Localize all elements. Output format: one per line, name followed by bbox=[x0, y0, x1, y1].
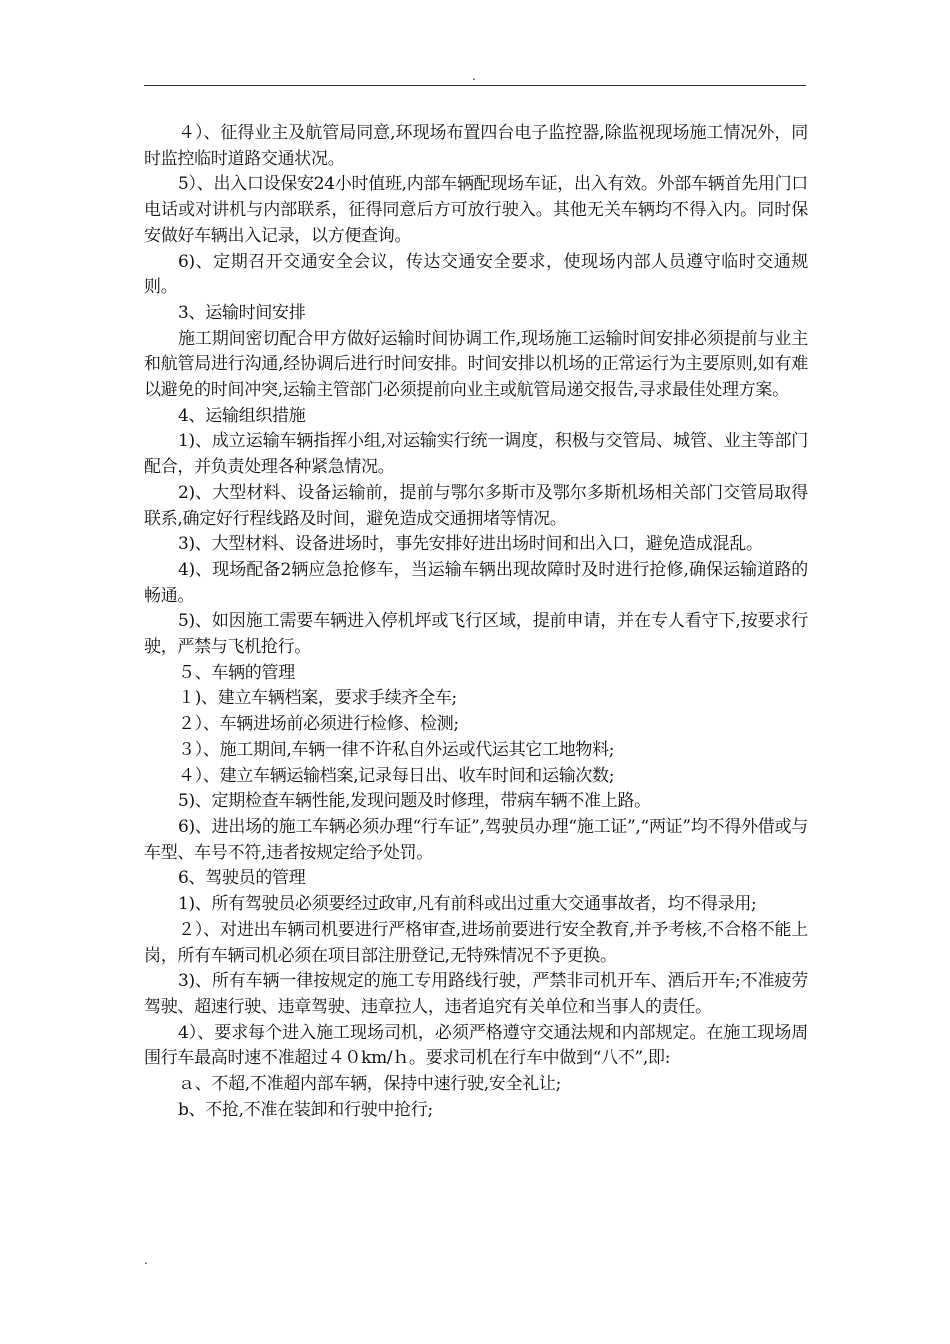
paragraph-driver-4: 4）、要求每个进入施工现场司机，必须严格遵守交通法规和内部规定。在施工现场周围行车最高时速不准超过４０km/ｈ。要求司机在行车中做到“八不”,即: bbox=[144, 1022, 808, 1069]
paragraph-org-2: 2)、大型材料、设备运输前，提前与鄂尔多斯市及鄂尔多斯机场相关部门交管局取得联系,确定好行程线路及时间，避免造成交通拥堵等情况。 bbox=[144, 482, 808, 529]
footer-mark: . bbox=[144, 1253, 148, 1267]
section-heading-transport-organization: 4、运输组织措施 bbox=[178, 405, 306, 426]
paragraph-rule-b: b、不抢,不准在装卸和行驶中抢行; bbox=[178, 1099, 433, 1120]
header-rule bbox=[144, 85, 806, 86]
section-heading-driver-management: 6、驾驶员的管理 bbox=[178, 868, 306, 889]
paragraph-vehicle-1: １)、建立车辆档案，要求手续齐全车; bbox=[178, 688, 457, 709]
paragraph-vehicle-2: ２）、车辆进场前必须进行检修、检测; bbox=[178, 714, 459, 735]
paragraph-org-4: 4)、现场配备2辆应急抢修车，当运输车辆出现故障时及时进行抢修,确保运输道路的畅通。 bbox=[144, 559, 808, 606]
header-mark: . bbox=[472, 69, 476, 83]
paragraph-rule-a: ａ、不超,不准超内部车辆，保持中速行驶,安全礼让; bbox=[178, 1074, 562, 1095]
paragraph-item-4-monitors: ４）、征得业主及航管局同意,环现场布置四台电子监控器,除监视现场施工情况外，同时监控临时道路交通状况。 bbox=[144, 123, 808, 169]
section-heading-transport-time: 3、运输时间安排 bbox=[178, 302, 306, 323]
paragraph-driver-3: 3)、所有车辆一律按规定的施工专用路线行驶，严禁非司机开车、酒后开车;不准疲劳驾驶、超速行驶、违章驾驶、违章拉人，违者追究有关单位和当事人的责任。 bbox=[144, 971, 808, 1017]
paragraph-org-3: 3)、大型材料、设备进场时，事先安排好进出场时间和出入口，避免造成混乱。 bbox=[178, 534, 763, 555]
paragraph-driver-2: ２）、对进出车辆司机要进行严格审查,进场前要进行安全教育,并予考核,不合格不能上岗，所有车辆司机必须在项目部注册登记,无特殊情况不予更换。 bbox=[144, 919, 808, 966]
paragraph-transport-time: 施工期间密切配合甲方做好运输时间协调工作,现场施工运输时间安排必须提前与业主和航管局进行沟通,经协调后进行时间安排。时间安排以机场的正常运行为主要原则,如有难以避免的时间冲突,运输主管部门必须提前向业主或航管局递交报告,寻求最佳处理方案。 bbox=[144, 328, 808, 401]
section-heading-vehicle-management: ５、车辆的管理 bbox=[178, 662, 295, 683]
paragraph-vehicle-4: ４）、建立车辆运输档案,记录每日出、收车时间和运输次数; bbox=[178, 765, 615, 786]
paragraph-org-1: 1)、成立运输车辆指挥小组,对运输实行统一调度，积极与交管局、城管、业主等部门配合，并负责处理各种紧急情况。 bbox=[144, 431, 808, 478]
paragraph-org-5: 5)、如因施工需要车辆进入停机坪或飞行区域，提前申请，并在专人看守下,按要求行驶，严禁与飞机抢行。 bbox=[144, 611, 808, 658]
paragraph-item-6-safety-meeting: 6)、定期召开交通安全会议，传达交通安全要求，使现场内部人员遵守临时交通规则。 bbox=[144, 251, 808, 298]
paragraph-driver-1: 1)、所有驾驶员必须要经过政审,凡有前科或出过重大交通事故者，均不得录用; bbox=[178, 894, 757, 915]
paragraph-vehicle-3: ３）、施工期间,车辆一律不许私自外运或代运其它工地物料; bbox=[178, 739, 615, 760]
document-body bbox=[144, 121, 808, 1123]
paragraph-vehicle-6: 6)、进出场的施工车辆必须办理“行车证”,驾驶员办理“施工证”,“两证”均不得外借或与车型、车号不符,违者按规定给予处罚。 bbox=[144, 816, 808, 863]
paragraph-vehicle-5: 5)、定期检查车辆性能,发现问题及时修理，带病车辆不准上路。 bbox=[178, 791, 651, 812]
paragraph-item-5-security: 5）、出入口设保安24小时值班,内部车辆配现场车证，出入有效。外部车辆首先用门口电话或对讲机与内部联系，征得同意后方可放行驶入。其他无关车辆均不得入内。同时保安做好车辆出入记录，以方便查询。 bbox=[144, 174, 808, 246]
